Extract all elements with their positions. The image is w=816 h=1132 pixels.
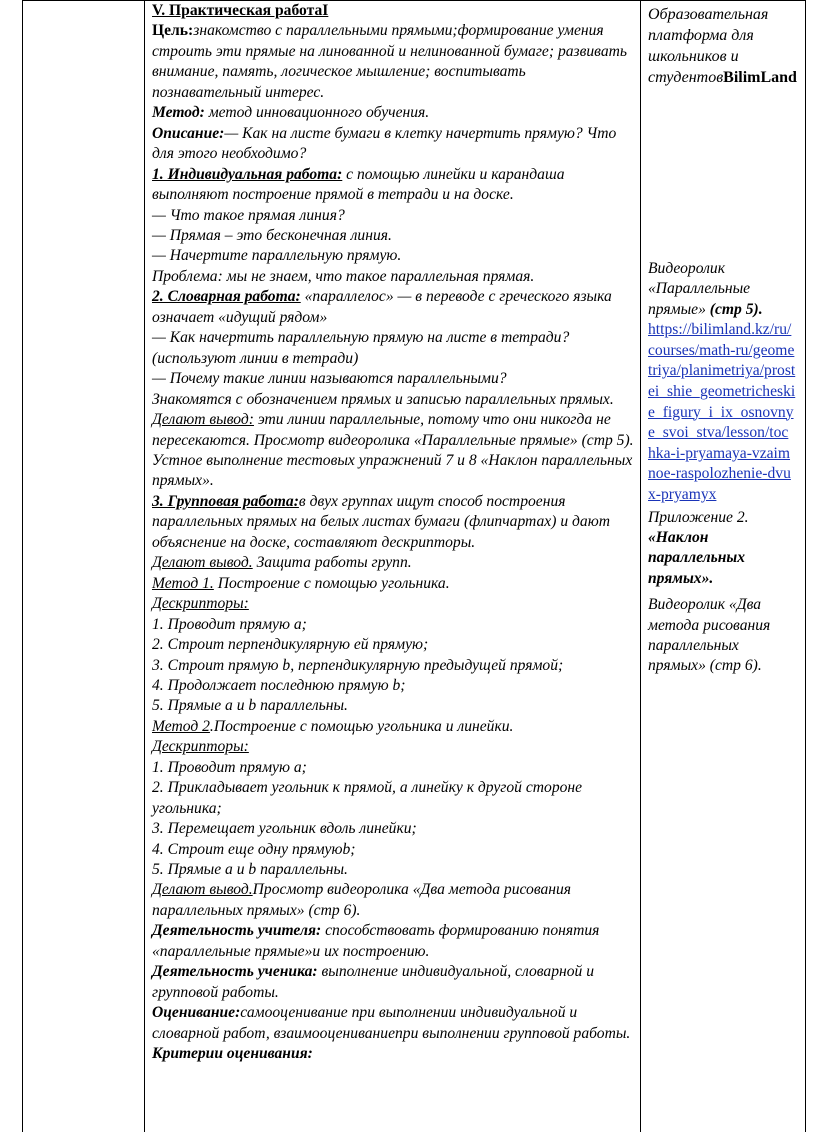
task1-paragraph <box>152 165 634 206</box>
task3-paragraph <box>152 492 634 553</box>
task2-label: 2. Словарная работа: <box>152 288 301 306</box>
student-activity-text: выполнение индивидуальной, словарной и групповой работы. <box>152 963 595 1001</box>
assessment-label: Оценивание: <box>152 1004 241 1022</box>
task1-label: 1. Индивидуальная работа: <box>152 165 343 183</box>
method2-paragraph <box>152 717 634 737</box>
method1-step: 4. Продолжает последнюю прямую b; <box>152 676 406 694</box>
section-heading: V. Практическая работаI <box>152 2 329 19</box>
descriptors-label: Дескрипторы: <box>152 738 249 756</box>
oral-exercise-paragraph: Устное выполнение тестовых упражнений 7 и 8 «Наклон параллельных прямых». <box>152 451 633 490</box>
conclusion3-label: Делают вывод. <box>152 881 253 899</box>
conclusion1-text: эти линии параллельные, потому что они никогда не пересекаются. Просмотр видеоролика «Параллельные прямые» (стр 5). <box>152 411 634 449</box>
platform-name: BilimLand <box>723 69 797 86</box>
conclusion2-label: Делают вывод. <box>152 554 253 572</box>
appendix-title: «Наклон параллельных прямых». <box>648 528 746 587</box>
task3-label: 3. Групповая работа: <box>152 492 299 510</box>
conclusion2-paragraph <box>152 553 634 573</box>
method1-label: Метод 1. <box>152 574 214 592</box>
descriptors-label: Дескрипторы: <box>152 595 249 613</box>
table-border-col1 <box>144 0 145 1132</box>
method2-text: .Построение с помощью угольника и линейки. <box>209 717 514 735</box>
teacher-activity-text: способствовать формированию понятия «параллельные прямые»и их построению. <box>152 922 600 960</box>
bilimland-link[interactable]: https://bilimland.kz/ru/courses/math-ru/geometriya/planimetriya/prostei_shie_geometricheskie_figury_i_ix_osnovnye_svoi_stva/lesson/tochka-i-pryamaya-vzaimnoe-raspolozhenie-dvux-pryamyx <box>648 321 796 503</box>
goal-text: знакомство с параллельными прямыми;формирование умения строить эти прямые на линованной и нелинованной бумаге; развивать внимание, память, логическое мышление; воспитывать познавательный интерес. <box>152 22 627 101</box>
method2-step: 4. Строит еще одну прямуюb; <box>152 840 356 858</box>
method1-step: 1. Проводит прямую a; <box>152 615 307 633</box>
video1-title: Видеоролик «Параллельные прямые» <box>648 260 751 318</box>
table-border-col2 <box>640 0 641 1132</box>
method-paragraph <box>152 103 634 123</box>
student-activity-paragraph <box>152 962 634 1003</box>
task2-text: «параллелос» — в переводе с греческого языка означает «идущий рядом» <box>152 288 612 326</box>
appendix-paragraph <box>648 508 796 590</box>
method2-label: Метод 2 <box>152 717 210 735</box>
video1-paragraph <box>648 259 796 320</box>
task1-line: — Прямая – это бесконечная линия. <box>152 226 392 244</box>
task2-line: — Почему такие линии называются параллельными? <box>152 370 507 388</box>
criteria-label: Критерии оценивания: <box>152 1045 313 1063</box>
assessment-paragraph <box>152 1003 634 1044</box>
method1-step: 2. Строит перпендикулярную ей прямую; <box>152 636 429 654</box>
teacher-activity-paragraph <box>152 921 634 962</box>
method1-paragraph <box>152 574 634 594</box>
appendix-text: Приложение 2. <box>648 508 749 526</box>
description-label: Описание: <box>152 124 225 142</box>
description-paragraph <box>152 124 634 165</box>
goal-paragraph <box>152 21 634 103</box>
platform-paragraph <box>648 4 796 88</box>
conclusion1-paragraph <box>152 410 634 451</box>
method1-step: 5. Прямые a и b параллельны. <box>152 697 348 715</box>
method-text: метод инновационного обучения. <box>204 104 430 122</box>
video1-link-paragraph <box>648 320 796 505</box>
description-text: — Как на листе бумаги в клетку начертить прямую? Что для этого необходимо? <box>152 124 617 163</box>
video2-paragraph: Видеоролик «Два метода рисования параллельных прямых» (стр 6). <box>648 596 771 675</box>
method2-step: 2. Прикладывает угольник к прямой, а линейку к другой стороне угольника; <box>152 779 583 817</box>
method1-step: 3. Строит прямую b, перпендикулярную предыдущей прямой; <box>152 656 564 674</box>
conclusion3-text: Просмотр видеоролика «Два метода рисования параллельных прямых» (стр 6). <box>152 881 572 919</box>
platform-text: Образовательная платформа для школьников и студентов <box>648 6 769 86</box>
student-activity-label: Деятельность ученика: <box>152 963 318 981</box>
conclusion2-text: Защита работы групп. <box>252 554 412 572</box>
table-border-right <box>805 0 806 1132</box>
method1-text: Построение с помощью угольника. <box>213 574 450 592</box>
task2-line: — Как начертить параллельную прямую на листе в тетради? (используют линии в тетради) <box>152 329 570 367</box>
task1-line: — Начертите параллельную прямую. <box>152 247 402 265</box>
task3-text: в двух группах ищут способ построения параллельных прямых на белых листах бумаги (флипчартах) и дают объяснение на доске, составляют дескрипторы. <box>152 492 610 551</box>
goal-label: Цель: <box>152 22 194 40</box>
task2-line: Знакомятся с обозначением прямых и записью параллельных прямых. <box>152 390 614 408</box>
table-border-left <box>22 0 23 1132</box>
task2-paragraph <box>152 287 634 328</box>
lesson-content-cell <box>152 1 634 1065</box>
conclusion3-paragraph <box>152 880 634 921</box>
video1-page: (стр 5). <box>705 300 763 318</box>
task1-line: — Что такое прямая линия? <box>152 206 345 224</box>
task1-line: Проблема: мы не знаем, что такое параллельная прямая. <box>152 267 535 285</box>
resources-cell <box>648 4 796 677</box>
conclusion1-label: Делают вывод: <box>152 411 254 429</box>
teacher-activity-label: Деятельность учителя: <box>152 922 322 940</box>
method2-step: 5. Прямые a и b параллельны. <box>152 861 348 879</box>
method2-step: 3. Перемещает угольник вдоль линейки; <box>152 820 417 838</box>
method2-step: 1. Проводит прямую a; <box>152 758 307 776</box>
assessment-text: самооценивание при выполнении индивидуальной и словарной работ, взаимооцениваниепри выполнении групповой работы. <box>152 1004 631 1042</box>
task1-text: с помощью линейки и карандаша выполняют построение прямой в тетради и на доске. <box>152 165 565 204</box>
method-label: Метод: <box>152 104 205 122</box>
